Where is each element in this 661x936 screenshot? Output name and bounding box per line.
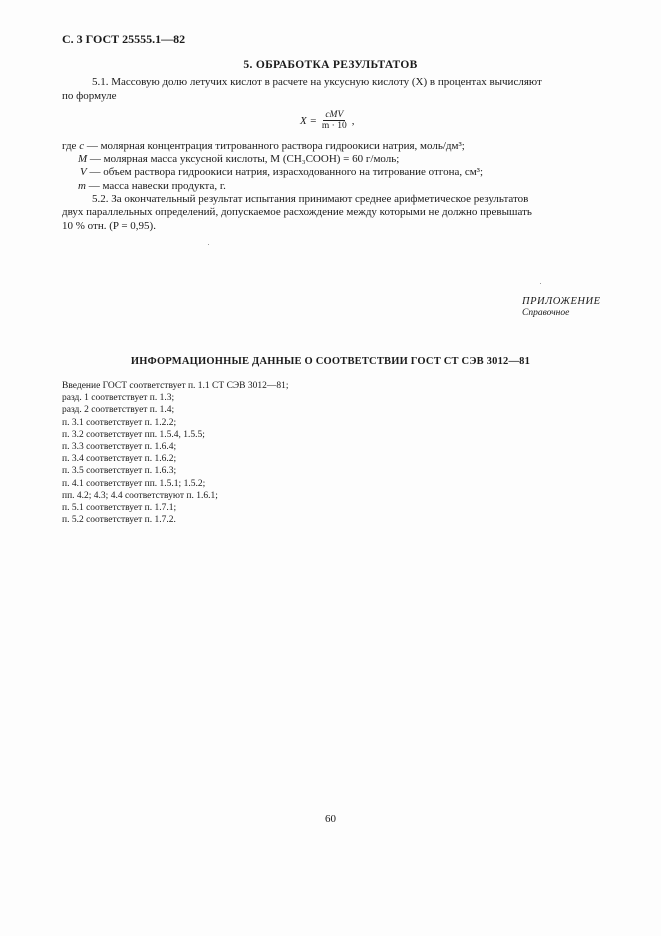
definition-m	[78, 180, 226, 193]
list-item: пп. 4.2; 4.3; 4.4 соответствуют п. 1.6.1;	[62, 490, 218, 501]
definition-symbol: c	[79, 140, 85, 152]
definition-symbol: m	[78, 180, 86, 192]
list-item: п. 3.5 соответствует п. 1.6.3;	[62, 466, 177, 477]
scan-speck	[208, 244, 209, 245]
appendix-title: ПРИЛОЖЕНИЕ	[522, 296, 601, 307]
formula-tail: ,	[351, 114, 355, 127]
definition-V	[80, 166, 483, 179]
definition-symbol: V	[80, 166, 87, 178]
definition-text: — масса навески продукта, г.	[85, 180, 226, 192]
formula	[300, 110, 354, 131]
definition-symbol: M	[78, 153, 88, 165]
definition-text: — молярная масса уксусной кислоты, М (CH₃COOH) = 60 г/моль;	[87, 153, 400, 165]
paragraph-5-2-line-2: двух параллельных определений, допускаемое расхождение между которыми не должно превышать	[62, 206, 532, 218]
formula-denominator: m · 10	[321, 121, 347, 131]
definition-text: — объем раствора гидроокиси натрия, израсходованного на титрование отгона, см³;	[86, 166, 484, 178]
definition-c	[62, 140, 465, 153]
paragraph-5-1-line-1: 5.1. Массовую долю летучих кислот в расчете на уксусную кислоту (X) в процентах вычисляют	[92, 76, 542, 88]
info-title: ИНФОРМАЦИОННЫЕ ДАННЫЕ О СООТВЕТСТВИИ ГОСТ СТ СЭВ 3012—81	[130, 356, 531, 367]
paragraph-5-1-line-2: по формуле	[62, 90, 117, 102]
appendix-subtitle: Справочное	[522, 308, 570, 318]
document-header: С. 3 ГОСТ 25555.1—82	[62, 32, 186, 46]
definition-prefix: где	[62, 140, 80, 152]
definition-text: — молярная концентрация титрованного раствора гидроокиси натрия, моль/дм³;	[84, 140, 465, 152]
list-item: Введение ГОСТ соответствует п. 1.1 СТ СЭВ 3012—81;	[62, 381, 289, 391]
list-item: разд. 2 соответствует п. 1.4;	[62, 405, 175, 416]
page-number: 60	[325, 813, 336, 825]
section-title: 5. ОБРАБОТКА РЕЗУЛЬТАТОВ	[243, 59, 418, 71]
list-item: п. 3.4 соответствует п. 1.6.2;	[62, 454, 177, 465]
list-item: разд. 1 соответствует п. 1.3;	[62, 393, 175, 404]
formula-numerator: cMV	[325, 110, 344, 120]
paragraph-5-2-line-3: 10 % отн. (P = 0,95).	[62, 220, 156, 232]
list-item: п. 4.1 соответствует пп. 1.5.1; 1.5.2;	[62, 478, 206, 489]
correspondence-list	[62, 380, 289, 526]
formula-fraction	[320, 110, 349, 131]
definition-M	[78, 153, 399, 166]
list-item: п. 3.3 соответствует п. 1.6.4;	[62, 442, 177, 453]
scan-speck	[540, 283, 541, 284]
paragraph-5-2-line-1: 5.2. За окончательный результат испытания принимают среднее арифметическое результатов	[92, 193, 529, 205]
list-item: п. 3.2 соответствует пп. 1.5.4, 1.5.5;	[62, 429, 205, 440]
formula-lhs: X =	[300, 114, 317, 127]
list-item: п. 5.1 соответствует п. 1.7.1;	[62, 503, 177, 514]
list-item: п. 3.1 соответствует п. 1.2.2;	[62, 417, 177, 428]
list-item: п. 5.2 соответствует п. 1.7.2.	[62, 515, 176, 526]
